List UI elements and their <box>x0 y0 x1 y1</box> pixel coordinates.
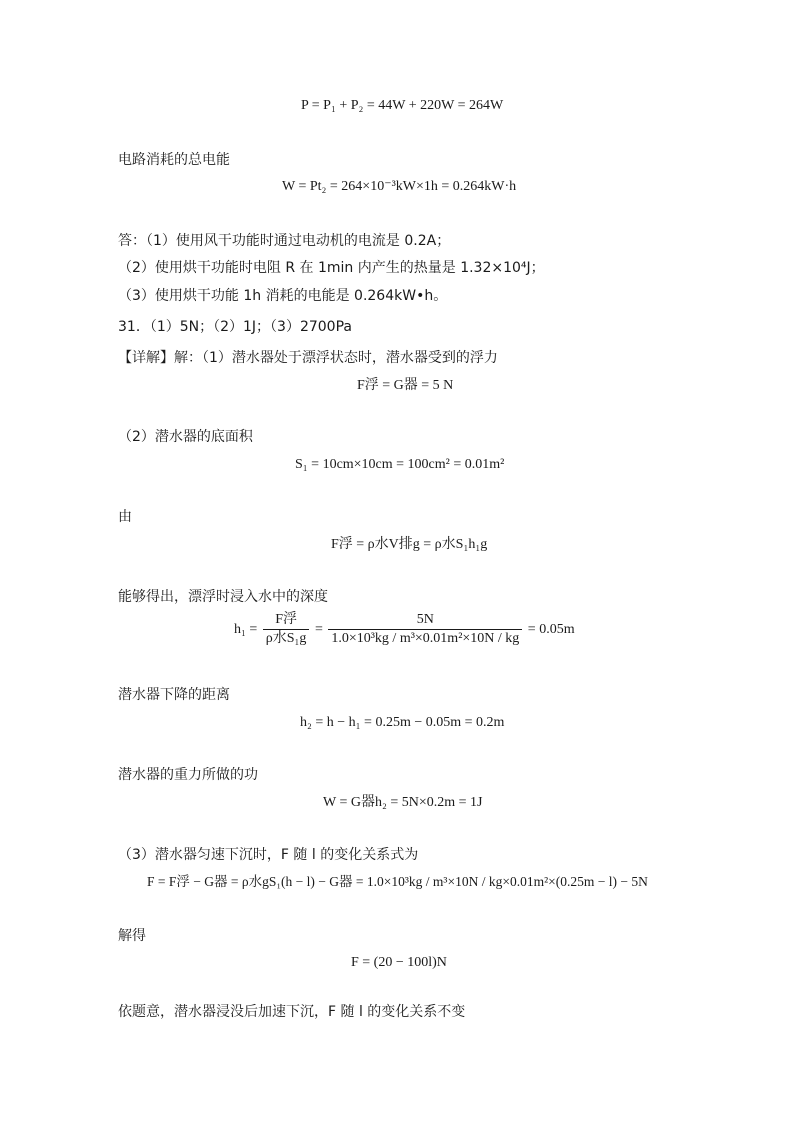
depth-fraction-1 <box>263 611 310 648</box>
answer-line-2: （2）使用烘干功能时电阻 R 在 1min 内产生的热量是 1.32×10⁴J； <box>118 260 545 276</box>
q31-answer: 31．（1）5N；（2）1J；（3）2700Pa <box>118 319 352 335</box>
depth-formula <box>234 611 575 648</box>
depth-denominator-2: 1.0×10³kg / m³×0.01m²×10N / kg <box>331 631 520 646</box>
energy-intro-text: 电路消耗的总电能 <box>118 152 230 168</box>
detail-line-1: 【详解】解：（1）潜水器处于漂浮状态时，潜水器受到的浮力 <box>118 350 498 366</box>
area-formula: S₁ = 10cm×10cm = 100cm² = 0.01m² <box>295 457 505 472</box>
part3-intro-text: （3）潜水器匀速下沉时，F 随 l 的变化关系式为 <box>118 847 419 863</box>
depth-numerator-1: F浮 <box>263 611 310 630</box>
by-text: 由 <box>118 509 132 525</box>
work-intro-text: 潜水器的重力所做的功 <box>118 767 258 783</box>
depth-lhs: h₁ = <box>234 621 258 637</box>
conclusion-text: 依题意，潜水器浸没后加速下沉，F 随 l 的变化关系不变 <box>118 1004 466 1020</box>
descent-intro-text: 潜水器下降的距离 <box>118 687 230 703</box>
descent-formula: h₂ = h − h₁ = 0.25m − 0.05m = 0.2m <box>300 715 505 730</box>
buoyancy-formula: F浮 = G器 = 5 N <box>357 378 454 393</box>
solve-text: 解得 <box>118 928 146 944</box>
total-power-formula: P = P₁ + P₂ = 44W + 220W = 264W <box>301 98 504 113</box>
depth-numerator-2: 5N <box>328 611 522 630</box>
detail-line-2: （2）潜水器的底面积 <box>118 429 253 445</box>
force-relation-formula: F = F浮 − G器 = ρ水gS₁(h − l) − G器 = 1.0×10³kg / m³×10N / kg×0.01m²×(0.25m − l) − 5N <box>147 874 648 889</box>
depth-denominator-1: ρ水S₁g <box>265 631 307 646</box>
answer-line-3: （3）使用烘干功能 1h 消耗的电能是 0.264kW•h。 <box>118 288 448 304</box>
depth-fraction-2 <box>328 611 522 648</box>
force-result-formula: F = (20 − 100l)N <box>351 955 447 970</box>
work-formula: W = G器h₂ = 5N×0.2m = 1J <box>323 795 483 810</box>
answer-line-1: 答：（1）使用风干功能时通过电动机的电流是 0.2A； <box>118 233 451 249</box>
buoyancy-relation-formula: F浮 = ρ水V排g = ρ水S₁h₁g <box>331 537 488 552</box>
depth-equals: = <box>314 621 323 637</box>
depth-result: = 0.05m <box>527 621 575 637</box>
total-energy-formula: W = Pt₂ = 264×10⁻³kW×1h = 0.264kW·h <box>282 179 517 194</box>
depth-intro-text: 能够得出，漂浮时浸入水中的深度 <box>118 589 328 605</box>
